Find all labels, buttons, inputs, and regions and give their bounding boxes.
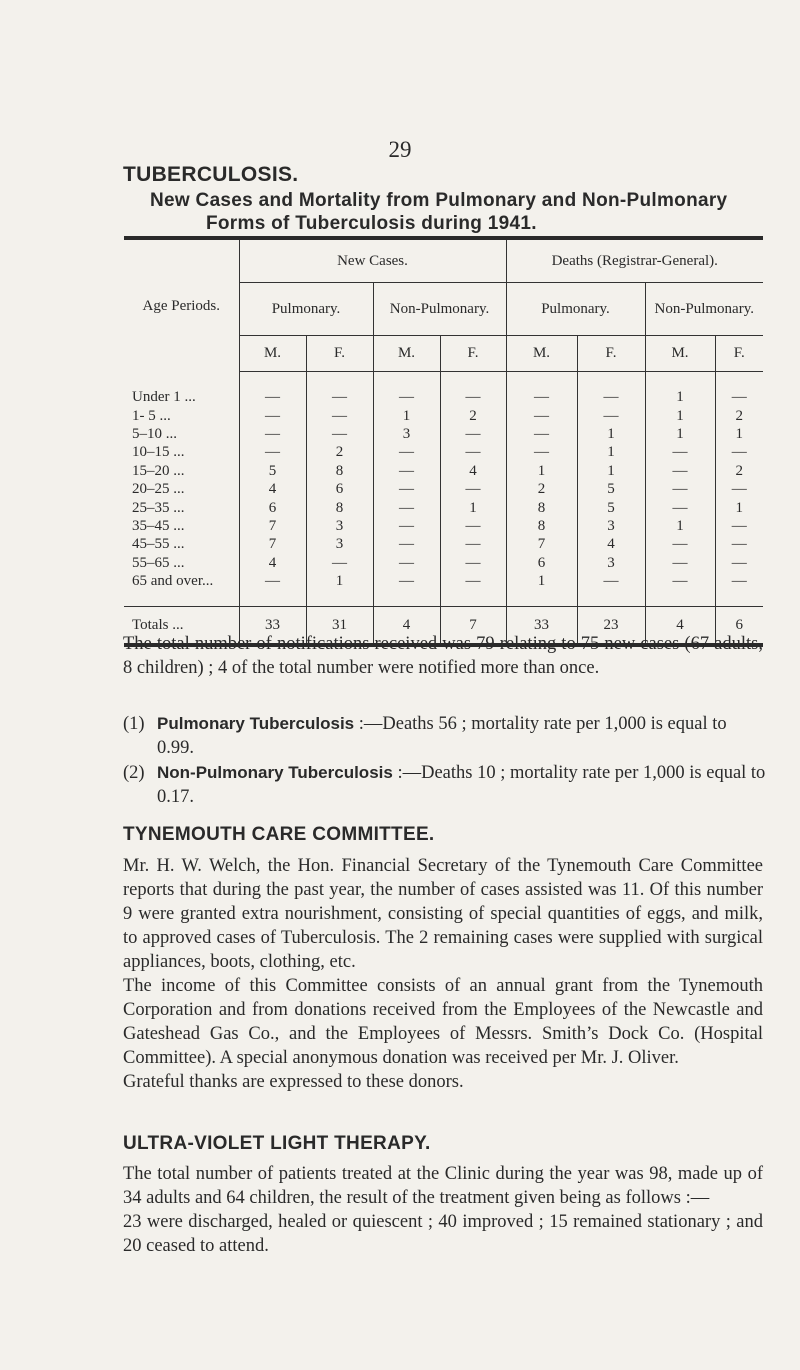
table-cell: — <box>440 443 506 461</box>
table-cell: — <box>239 388 306 406</box>
table-cell: — <box>577 406 645 424</box>
table-cell: — <box>506 443 577 461</box>
table-cell: — <box>731 389 747 406</box>
table-cell: 7 <box>506 535 577 553</box>
total-cell: 23 <box>577 607 645 646</box>
paragraph: Mr. H. W. Welch, the Hon. Financial Secretary of the Tynemouth Care Committee reports that during the past year, the number of cases assisted was 11. Of this number 9 were granted extra nourishment, consisting of special quantities of eggs, and milk, to approved cases of Tuberculosis. The 2 remaining cases were supplied with surgical appliances, boots, clothing, etc. <box>123 856 763 972</box>
section-title-care-committee: TYNEMOUTH CARE COMMITTEE. <box>123 824 435 845</box>
age-period-label: Under 1 ... <box>124 388 239 406</box>
table-cell: 3 <box>577 517 645 535</box>
table-cell: 5 <box>239 462 306 480</box>
table-row <box>124 443 763 461</box>
table-cell: 2 <box>735 407 743 424</box>
deaths-pulmonary-header: Pulmonary. <box>506 283 645 336</box>
col-m: M. <box>239 336 306 372</box>
note-detail: :—Deaths 10 ; mortality rate per 1,000 is equal to 0.17. <box>157 763 766 807</box>
page-title: TUBERCULOSIS. <box>123 163 299 186</box>
table-cell: 1 <box>577 443 645 461</box>
age-period-label: 10–15 ... <box>124 443 239 461</box>
note-detail: :—Deaths 56 ; mortality rate per 1,000 is equal to 0.99. <box>157 714 727 758</box>
notifications-paragraph: The total number of notifications received was 79 relating to 75 new cases (67 adults, 8 children) ; 4 of the total number were notified more than once. <box>123 634 763 678</box>
table-cell: 1 <box>306 572 373 590</box>
table-row <box>124 535 763 553</box>
table-cell: — <box>645 443 715 461</box>
table-cell: 4 <box>239 480 306 498</box>
table-row <box>124 462 763 480</box>
table-cell: 1 <box>645 406 715 424</box>
table-cell: — <box>440 425 506 443</box>
table-cell: — <box>731 481 747 498</box>
table-cell: — <box>440 388 506 406</box>
table-cell: — <box>373 535 440 553</box>
table-cell: 7 <box>239 517 306 535</box>
table-cell: — <box>645 572 715 590</box>
table-cell: — <box>731 517 747 534</box>
caption-line-1: New Cases and Mortality from Pulmonary and Non-Pulmonary <box>150 190 728 211</box>
table-cell: — <box>645 554 715 572</box>
totals-label: Totals ... <box>124 607 239 646</box>
table-cell: 1 <box>645 517 715 535</box>
deaths-non-pulmonary-header: Non-Pulmonary. <box>645 283 763 336</box>
col-f: F. <box>715 336 763 372</box>
note-term: Pulmonary Tuberculosis <box>157 714 355 733</box>
table-cell: 1 <box>440 498 506 516</box>
age-period-label: 45–55 ... <box>124 535 239 553</box>
table-cell: — <box>731 573 747 590</box>
table-cell: 1 <box>373 406 440 424</box>
new-cases-header: New Cases. <box>239 238 506 283</box>
table-cell: 3 <box>306 517 373 535</box>
table-cell: — <box>306 425 373 443</box>
note-number: (1) <box>123 714 145 734</box>
table-cell: 8 <box>306 498 373 516</box>
total-cell: 7 <box>440 607 506 646</box>
table-cell: — <box>506 425 577 443</box>
table-row <box>124 554 763 572</box>
total-cell: 33 <box>239 607 306 646</box>
table-cell: 3 <box>373 425 440 443</box>
total-cell: 31 <box>306 607 373 646</box>
uv-therapy-text <box>123 1162 763 1258</box>
table-cell: — <box>440 517 506 535</box>
table-cell: 3 <box>577 554 645 572</box>
age-period-label: 20–25 ... <box>124 480 239 498</box>
new-pulmonary-header: Pulmonary. <box>239 283 373 336</box>
table-cell: 1 <box>577 462 645 480</box>
table-cell: — <box>306 554 373 572</box>
table-cell: 3 <box>306 535 373 553</box>
table-cell: 1 <box>735 425 743 442</box>
table-cell: 6 <box>506 554 577 572</box>
table-cell: — <box>239 406 306 424</box>
new-non-pulmonary-header: Non-Pulmonary. <box>373 283 506 336</box>
table-cell: — <box>440 554 506 572</box>
col-m: M. <box>373 336 440 372</box>
paragraph: 23 were discharged, healed or quiescent ; 40 improved ; 15 remained stationary ; and 20 ceased to attend. <box>123 1212 763 1256</box>
table-row <box>124 498 763 516</box>
deaths-header: Deaths (Registrar-General). <box>551 252 718 269</box>
table-cell: 8 <box>506 517 577 535</box>
table-cell: — <box>373 388 440 406</box>
table-cell: — <box>577 388 645 406</box>
paragraph: The income of this Committee consists of an annual grant from the Tynemouth Corporation and from donations received from the Employees of the Newcastle and Gateshead Gas Co., and the Employees of Messrs. Smith’s Dock Co. (Hospital Committee). A special anonymous donation was received per Mr. J. Oliver. <box>123 976 763 1068</box>
paragraph: Grateful thanks are expressed to these donors. <box>123 1072 464 1092</box>
table-cell: 1 <box>506 462 577 480</box>
section-title-uv-therapy: ULTRA-VIOLET LIGHT THERAPY. <box>123 1133 431 1154</box>
table-caption <box>150 189 800 235</box>
table-cell: 1 <box>577 425 645 443</box>
col-m: M. <box>506 336 577 372</box>
table-cell: — <box>440 535 506 553</box>
table-cell: — <box>506 388 577 406</box>
table-cell: — <box>373 462 440 480</box>
total-cell: 33 <box>506 607 577 646</box>
col-f: F. <box>306 336 373 372</box>
total-cell: 6 <box>735 616 743 633</box>
table-cell: 5 <box>577 480 645 498</box>
table-cell: 6 <box>306 480 373 498</box>
table-cell: — <box>306 388 373 406</box>
table-cell: 4 <box>577 535 645 553</box>
table-cell: — <box>645 462 715 480</box>
age-period-label: 35–45 ... <box>124 517 239 535</box>
table-cell: 8 <box>306 462 373 480</box>
table-cell: — <box>506 406 577 424</box>
age-period-label: 5–10 ... <box>124 425 239 443</box>
table-cell: 4 <box>440 462 506 480</box>
table-cell: — <box>731 554 747 571</box>
table-cell: — <box>373 443 440 461</box>
table-cell: — <box>440 572 506 590</box>
table-cell: — <box>239 425 306 443</box>
tuberculosis-table <box>124 236 763 647</box>
table-cell: — <box>373 554 440 572</box>
table-cell: — <box>373 480 440 498</box>
table-cell: — <box>731 536 747 553</box>
note-text <box>157 712 768 760</box>
table-cell: — <box>731 444 747 461</box>
table-cell: 2 <box>506 480 577 498</box>
table-cell: 1 <box>735 499 743 516</box>
table-cell: 1 <box>645 425 715 443</box>
note-term: Non-Pulmonary Tuberculosis <box>157 763 393 782</box>
table-cell: — <box>373 517 440 535</box>
note-text <box>157 761 768 809</box>
table-cell: — <box>306 406 373 424</box>
caption-line-2: Forms of Tuberculosis during 1941. <box>206 213 537 234</box>
table-row <box>124 425 763 443</box>
table-cell: 1 <box>645 388 715 406</box>
age-period-label: 55–65 ... <box>124 554 239 572</box>
table-cell: 2 <box>306 443 373 461</box>
table-row <box>124 517 763 535</box>
table-cell: 2 <box>440 406 506 424</box>
table-row <box>124 572 763 590</box>
note-pulmonary <box>123 712 768 760</box>
age-period-label: 15–20 ... <box>124 462 239 480</box>
table-cell: 7 <box>239 535 306 553</box>
table-cell: — <box>645 498 715 516</box>
age-period-label: 1- 5 ... <box>124 406 239 424</box>
table-row <box>124 406 763 424</box>
paragraph: The total number of patients treated at the Clinic during the year was 98, made up of 34 adults and 64 children, the result of the treatment given being as follows :— <box>123 1164 763 1208</box>
age-period-label: 65 and over... <box>124 572 239 590</box>
table-cell: 4 <box>239 554 306 572</box>
table-cell: — <box>239 443 306 461</box>
table-cell: 5 <box>577 498 645 516</box>
col-m: M. <box>645 336 715 372</box>
table-cell: — <box>440 480 506 498</box>
col-f: F. <box>440 336 506 372</box>
page-number: 29 <box>388 137 412 162</box>
mortality-notes <box>123 712 768 810</box>
table-cell: — <box>577 572 645 590</box>
age-periods-header: Age Periods. <box>124 238 239 372</box>
note-number: (2) <box>123 763 145 783</box>
table-cell: 8 <box>506 498 577 516</box>
table-row <box>124 480 763 498</box>
table-cell: 1 <box>506 572 577 590</box>
total-cell: 4 <box>373 607 440 646</box>
table-cell: 2 <box>735 462 743 479</box>
table-cell: — <box>645 480 715 498</box>
table-row <box>124 388 763 406</box>
table-cell: 6 <box>239 498 306 516</box>
age-period-label: 25–35 ... <box>124 498 239 516</box>
total-cell: 4 <box>645 607 715 646</box>
care-committee-text <box>123 854 763 1094</box>
table-cell: — <box>239 572 306 590</box>
table-cell: — <box>373 572 440 590</box>
table-cell: — <box>645 535 715 553</box>
note-non-pulmonary <box>123 761 768 809</box>
col-f: F. <box>577 336 645 372</box>
table-cell: — <box>373 498 440 516</box>
